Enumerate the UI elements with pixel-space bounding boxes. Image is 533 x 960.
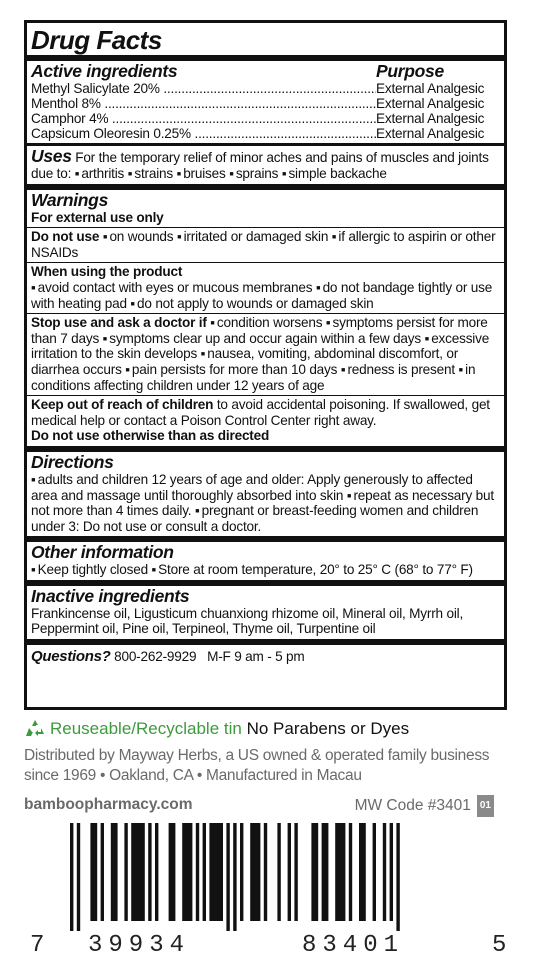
barcode-bar bbox=[311, 823, 318, 921]
questions-text: 800-262-9929 M-F 9 am - 5 pm bbox=[110, 649, 305, 665]
warnings-section bbox=[27, 184, 504, 228]
other-info-section bbox=[27, 536, 504, 580]
inactive-section bbox=[27, 580, 504, 639]
direction-item: adults and children 12 years of age and older: Apply generously to affected area and massage until thoroughly absorbed into skin bbox=[31, 471, 473, 503]
uses-header: Uses bbox=[31, 146, 72, 166]
bullet-icon: ▪ bbox=[151, 562, 157, 578]
directions-section bbox=[27, 446, 504, 536]
barcode-bar bbox=[250, 823, 260, 921]
bullet-icon: ▪ bbox=[200, 346, 206, 362]
uses-intro: For the temporary relief of minor aches and pains of muscles and joints due to: bbox=[31, 150, 489, 181]
barcode-bar bbox=[383, 823, 386, 921]
stop-use-item: pain persists for more than 10 days bbox=[131, 361, 338, 377]
distributor-text: Distributed by Mayway Herbs, a US owned & operated family business since 1969 • Oakland, CA • Manufactured in Macau bbox=[24, 747, 490, 784]
active-ingredients-section bbox=[27, 55, 504, 143]
ingredient-name: Capsicum Oleoresin 0.25% ..... bbox=[31, 126, 376, 141]
bullet-icon: ▪ bbox=[74, 166, 80, 181]
questions-section bbox=[27, 639, 504, 668]
uses-item: bruises bbox=[183, 166, 226, 181]
bullet-icon: ▪ bbox=[176, 166, 182, 181]
other-info-header: Other information bbox=[31, 542, 174, 563]
barcode-bar bbox=[240, 823, 243, 921]
bullet-icon: ▪ bbox=[229, 166, 234, 181]
inactive-header: Inactive ingredients bbox=[31, 585, 190, 606]
barcode-digits-group-1: 39934 bbox=[88, 932, 191, 959]
barcode-bar bbox=[124, 823, 127, 921]
barcode-bar bbox=[288, 823, 291, 921]
barcode-bar bbox=[182, 823, 192, 921]
ingredient-purpose: External Analgesic bbox=[376, 126, 485, 141]
bullet-icon: ▪ bbox=[102, 229, 108, 245]
barcode-bar bbox=[277, 823, 280, 921]
bullet-icon: ▪ bbox=[31, 279, 36, 295]
external-use-label: For external use only bbox=[31, 209, 164, 225]
website-text: bamboopharmacy.com bbox=[24, 796, 193, 813]
stop-use-item: symptoms clear up and occur again within a few days bbox=[109, 330, 421, 346]
other-store: Store at room temperature, 20° to 25° C (68° to 77° F) bbox=[158, 562, 473, 578]
barcode-bar bbox=[111, 823, 118, 921]
bullet-icon: ▪ bbox=[281, 166, 287, 181]
bullet-icon: ▪ bbox=[340, 361, 346, 377]
do-not-use-item: on wounds bbox=[109, 229, 174, 245]
recycle-line bbox=[24, 718, 514, 740]
bullet-icon: ▪ bbox=[130, 295, 136, 311]
bullet-icon: ▪ bbox=[458, 361, 464, 377]
when-using-label: When using the product bbox=[31, 264, 183, 280]
active-ingredients-header: Active ingredients bbox=[31, 61, 178, 81]
bullet-icon: ▪ bbox=[424, 330, 430, 346]
active-ingredient-row bbox=[31, 111, 500, 126]
keep-out-label: Keep out of reach of children bbox=[31, 397, 214, 413]
active-ingredient-row bbox=[31, 81, 500, 96]
do-not-use-item: irritated or damaged skin bbox=[183, 229, 329, 245]
code-badge: 01 bbox=[477, 795, 494, 817]
do-not-use-otherwise: Do not use otherwise than as directed bbox=[31, 428, 270, 444]
when-using-item: avoid contact with eyes or mucous membranes bbox=[37, 279, 313, 295]
when-using-item: do not bandage tightly or use with heating pad bbox=[31, 279, 493, 311]
recycle-text: Reuseable/Recyclable tin bbox=[50, 719, 242, 738]
bullet-icon: ▪ bbox=[210, 315, 215, 331]
stop-use-item: redness is present bbox=[347, 361, 455, 377]
bullet-icon: ▪ bbox=[176, 229, 182, 245]
barcode-bar bbox=[390, 823, 393, 921]
bullet-icon: ▪ bbox=[325, 315, 331, 331]
barcode-bar bbox=[148, 823, 151, 921]
stop-use-item: excessive irritation to the skin develops bbox=[31, 330, 490, 362]
stop-use-item: condition worsens bbox=[216, 315, 323, 331]
barcode-bar bbox=[349, 823, 352, 921]
other-keep: Keep tightly closed bbox=[37, 562, 148, 578]
ingredient-purpose: External Analgesic bbox=[376, 96, 485, 111]
uses-item: strains bbox=[134, 166, 173, 181]
ingredient-purpose: External Analgesic bbox=[376, 111, 485, 126]
purpose-header: Purpose bbox=[376, 61, 444, 81]
ingredient-purpose: External Analgesic bbox=[376, 81, 485, 96]
active-ingredient-row bbox=[31, 126, 500, 141]
do-not-use-label: Do not use bbox=[31, 229, 100, 245]
stop-use-label: Stop use and ask a doctor if bbox=[31, 315, 207, 331]
barcode-bar bbox=[226, 823, 229, 931]
barcode-bar bbox=[359, 823, 366, 921]
no-parabens-text: No Parabens or Dyes bbox=[246, 719, 410, 738]
keep-out-block bbox=[27, 395, 504, 446]
website-row bbox=[24, 795, 494, 817]
bullet-icon: ▪ bbox=[315, 279, 321, 295]
bullet-icon: ▪ bbox=[346, 487, 352, 503]
bullet-icon: ▪ bbox=[194, 503, 200, 519]
barcode-bar bbox=[294, 823, 297, 921]
barcode-bar bbox=[373, 823, 376, 921]
uses-item: arthritis bbox=[81, 166, 125, 181]
uses-section bbox=[27, 143, 504, 184]
barcode-bar bbox=[233, 823, 236, 931]
stop-use-item: nausea, vomiting, abdominal discomfort, or diarrhea occurs bbox=[31, 346, 459, 377]
questions-label: Questions? bbox=[31, 648, 111, 666]
mw-code bbox=[355, 795, 494, 817]
bullet-icon: ▪ bbox=[102, 330, 108, 346]
barcode-digit-left: 7 bbox=[30, 932, 45, 959]
barcode-bar bbox=[70, 823, 73, 931]
bullet-icon: ▪ bbox=[125, 361, 130, 377]
drug-facts-panel bbox=[24, 20, 507, 710]
barcode-bar bbox=[322, 823, 329, 921]
barcode-bar bbox=[131, 823, 145, 921]
direction-item: repeat as necessary but not more than 4 times daily. bbox=[31, 487, 494, 519]
barcode-bar bbox=[203, 823, 206, 921]
uses-item: simple backache bbox=[288, 166, 387, 181]
inactive-text: Frankincense oil, Ligusticum chuanxiong rhizome oil, Mineral oil, Myrrh oil, Peppermint oil, Pine oil, Terpineol, Thyme oil, Turpentine oil bbox=[31, 605, 464, 637]
when-using-block bbox=[27, 262, 504, 313]
keep-out-text: to avoid accidental poisoning. If swallowed, get medical help or contact a Poison Control Center right away. bbox=[31, 397, 490, 428]
barcode-digits-group-2: 83401 bbox=[302, 932, 405, 959]
ingredient-name: Methyl Salicylate 20% ..... bbox=[31, 81, 376, 96]
upc-barcode bbox=[48, 823, 488, 931]
barcode-bar bbox=[264, 823, 267, 921]
barcode-bar bbox=[196, 823, 199, 921]
warnings-header: Warnings bbox=[31, 189, 109, 210]
ingredient-name: Menthol 8% ..... bbox=[31, 96, 376, 111]
barcode-bar bbox=[90, 823, 97, 921]
barcode-bar bbox=[396, 823, 399, 931]
barcode-bar bbox=[77, 823, 80, 931]
barcode-digit-right: 5 bbox=[492, 932, 507, 959]
do-not-use-item: if allergic to aspirin or other NSAIDs bbox=[31, 229, 496, 260]
uses-item: sprains bbox=[235, 166, 279, 181]
drug-facts-title: Drug Facts bbox=[31, 25, 162, 55]
bullet-icon: ▪ bbox=[331, 229, 337, 245]
direction-item: pregnant or breast-feeding women and children under 3: Do not use or consult a doctor. bbox=[31, 503, 479, 534]
barcode-bar bbox=[101, 823, 104, 921]
barcode-bar bbox=[155, 823, 158, 921]
when-using-item: do not apply to wounds or damaged skin bbox=[137, 295, 374, 311]
ingredient-name: Camphor 4% ..... bbox=[31, 111, 376, 126]
directions-header: Directions bbox=[31, 451, 114, 472]
do-not-use-block bbox=[27, 227, 504, 262]
stop-use-item: symptoms persist for more than 7 days bbox=[31, 315, 488, 346]
bullet-icon: ▪ bbox=[31, 562, 36, 578]
stop-use-item: in conditions affecting children under 12 years of age bbox=[31, 361, 476, 393]
mw-code-text: MW Code #3401 bbox=[354, 797, 471, 814]
barcode-bar bbox=[335, 823, 345, 921]
bullet-icon: ▪ bbox=[127, 166, 133, 181]
active-ingredient-row bbox=[31, 96, 500, 111]
stop-use-block bbox=[27, 313, 504, 395]
recycle-icon bbox=[24, 718, 46, 738]
bullet-icon: ▪ bbox=[31, 471, 36, 487]
barcode-bar bbox=[209, 823, 223, 921]
barcode-bar bbox=[169, 823, 176, 921]
